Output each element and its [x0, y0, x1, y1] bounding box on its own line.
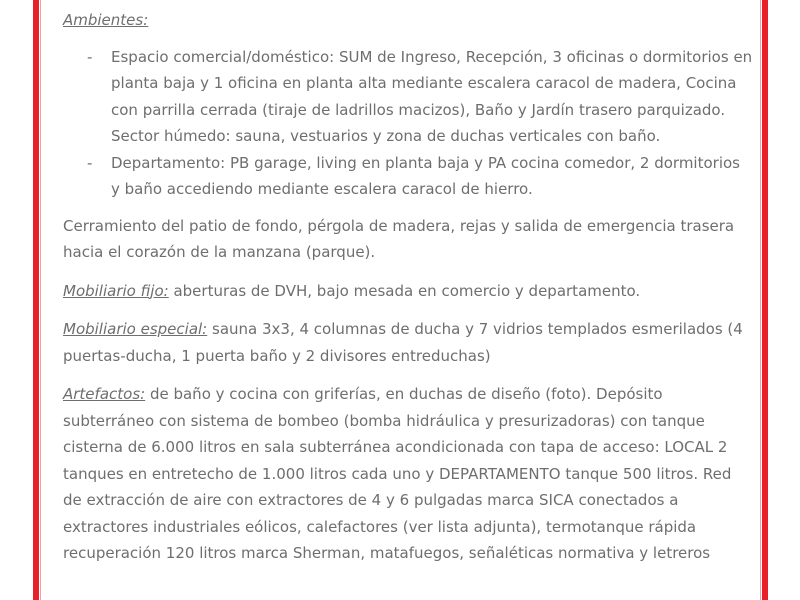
- list-item: [63, 44, 753, 150]
- mobiliario-especial-text: sauna 3x3, 4 columnas de ducha y 7 vidrios templados esmerilados (4 puertas-ducha, 1 puerta baño y 2 divisores entreduchas): [63, 320, 743, 365]
- document-body: [63, 7, 753, 579]
- ambientes-heading: Ambientes:: [63, 11, 149, 29]
- list-item-text: Departamento: PB garage, living en planta baja y PA cocina comedor, 2 dormitorios y baño accediendo mediante escalera caracol de hierro.: [111, 153, 740, 198]
- dash-bullet: -: [87, 47, 93, 66]
- page-border-left-inner: [40, 0, 41, 600]
- page-border-right: [762, 0, 768, 600]
- artefactos-text: de baño y cocina con griferías, en duchas de diseño (foto). Depósito subterráneo con sistema de bombeo (bomba hidráulica y presurizadoras) con tanque cisterna de 6.000 litros en sala subterránea acondicionada con tapa de acceso: LOCAL 2 tanques en entretecho de 1.000 litros cada uno y DEPARTAMENTO tanque 500 litros. Red de extracción de aire con extractores de 4 y 6 pulgadas marca SICA conectados a extractores industriales eólicos, calefactores (ver lista adjunta), termotanque rápida recuperación 120 litros marca Sherman, matafuegos, señaléticas normativa y letreros: [63, 385, 732, 562]
- page-border-left: [33, 0, 39, 600]
- cerramiento-paragraph: [63, 213, 753, 266]
- list-item-text: Espacio comercial/doméstico: SUM de Ingreso, Recepción, 3 oficinas o dormitorios en planta baja y 1 oficina en planta alta mediante escalera caracol de madera, Cocina con parrilla cerrada (tiraje de ladrillos macizos), Baño y Jardín trasero parquizado. Sector húmedo: sauna, vestuarios y zona de duchas verticales con baño.: [111, 47, 753, 145]
- artefactos-paragraph: [63, 381, 753, 567]
- list-item: [63, 150, 753, 203]
- mobiliario-especial-paragraph: [63, 316, 753, 369]
- mobiliario-especial-label: Mobiliario especial:: [63, 320, 208, 338]
- ambientes-list: [63, 44, 753, 203]
- dash-bullet: -: [87, 153, 93, 172]
- mobiliario-fijo-text: aberturas de DVH, bajo mesada en comercio y departamento.: [168, 281, 641, 300]
- page-border-right-inner: [760, 0, 761, 600]
- artefactos-label: Artefactos:: [63, 385, 146, 403]
- mobiliario-fijo-label: Mobiliario fijo:: [63, 281, 169, 300]
- mobiliario-fijo-paragraph: [63, 278, 753, 305]
- cerramiento-text: Cerramiento del patio de fondo, pérgola de madera, rejas y salida de emergencia trasera hacia el corazón de la manzana (parque).: [63, 216, 735, 261]
